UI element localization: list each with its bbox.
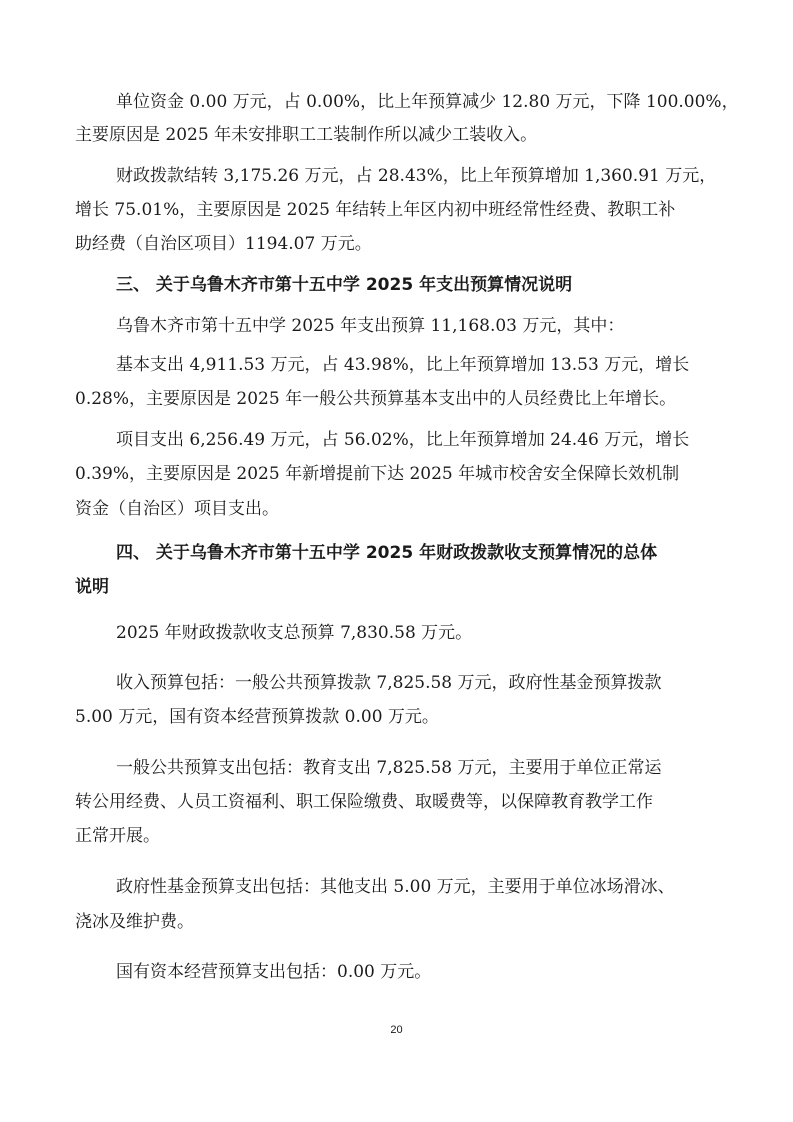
paragraph-line: 增长 75.01%，主要原因是 2025 年结转上年区内初中班经常性经费、教职工补 <box>75 200 676 220</box>
paragraph-line: 0.28%，主要原因是 2025 年一般公共预算基本支出中的人员经费比上年增长。 <box>75 389 677 409</box>
paragraph-line: 收入预算包括：一般公共预算拨款 7,825.58 万元，政府性基金预算拨款 <box>116 673 662 693</box>
paragraph-line: 0.39%，主要原因是 2025 年新增提前下达 2025 年城市校舍安全保障长效机制 <box>75 464 680 484</box>
paragraph-line: 资金（自治区）项目支出。 <box>75 499 279 519</box>
paragraph-line: 2025 年财政拨款收支总预算 7,830.58 万元。 <box>116 623 473 643</box>
paragraph-line: 正常开展。 <box>75 826 160 846</box>
paragraph-line: 主要原因是 2025 年未安排职工工装制作所以减少工装收入。 <box>75 125 538 145</box>
paragraph-line: 基本支出 4,911.53 万元，占 43.98%，比上年预算增加 13.53 万元，增长 <box>116 355 690 375</box>
paragraph-line: 助经费（自治区项目）1194.07 万元。 <box>75 234 372 254</box>
section-heading-4-continued: 说明 <box>75 577 109 597</box>
paragraph-line: 政府性基金预算支出包括：其他支出 5.00 万元，主要用于单位冰场滑冰、 <box>116 877 675 897</box>
paragraph-line: 项目支出 6,256.49 万元，占 56.02%，比上年预算增加 24.46 万元，增长 <box>116 430 690 450</box>
page-number: 20 <box>390 1024 403 1036</box>
paragraph-line: 单位资金 0.00 万元，占 0.00%，比上年预算减少 12.80 万元，下降 100.00%， <box>116 92 739 112</box>
paragraph-line: 乌鲁木齐市第十五中学 2025 年支出预算 11,168.03 万元，其中： <box>116 316 625 336</box>
paragraph-line: 转公用经费、人员工资福利、职工保险缴费、取暖费等，以保障教育教学工作 <box>75 792 653 812</box>
section-heading-3: 三、 关于乌鲁木齐市第十五中学 2025 年支出预算情况说明 <box>116 275 573 295</box>
paragraph-line: 浇冰及维护费。 <box>75 912 194 932</box>
section-heading-4: 四、 关于乌鲁木齐市第十五中学 2025 年财政拨款收支预算情况的总体 <box>116 543 658 563</box>
paragraph-line: 财政拨款结转 3,175.26 万元，占 28.43%，比上年预算增加 1,360.91 万元， <box>116 166 717 186</box>
paragraph-line: 一般公共预算支出包括：教育支出 7,825.58 万元，主要用于单位正常运 <box>116 758 662 778</box>
paragraph-line: 5.00 万元，国有资本经营预算拨款 0.00 万元。 <box>75 707 439 727</box>
paragraph-line: 国有资本经营预算支出包括：0.00 万元。 <box>116 962 432 982</box>
